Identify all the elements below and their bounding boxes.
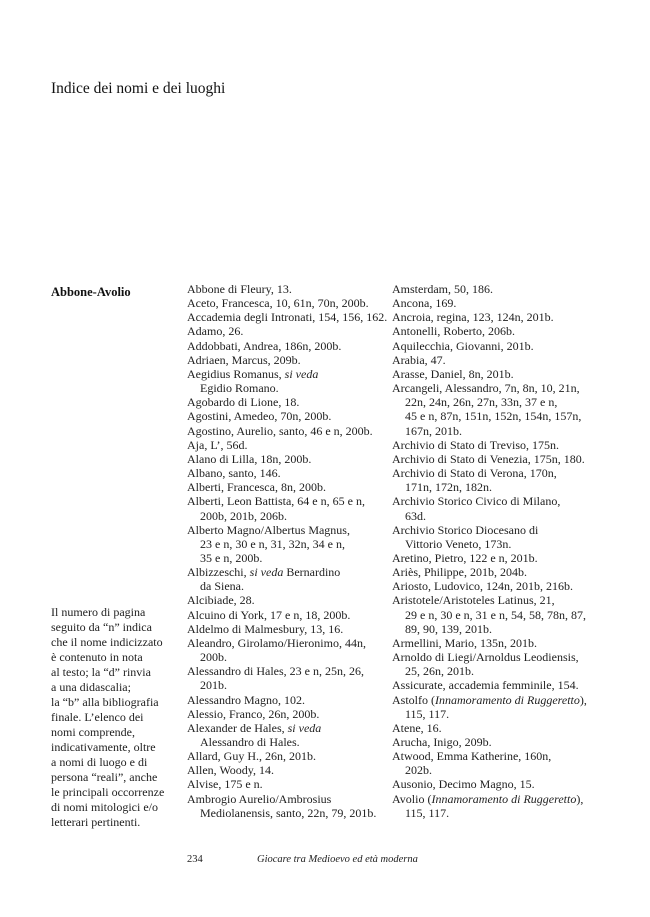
index-column-left bbox=[187, 282, 388, 820]
entry-text: Adamo, 26. bbox=[187, 324, 244, 339]
note-line: che il nome indicizzato bbox=[51, 635, 163, 649]
note-line: la “b” alla bibliografia bbox=[51, 695, 159, 709]
entry-text: Avolio ( bbox=[392, 791, 432, 806]
note-line: persona “reali”, anche bbox=[51, 770, 158, 784]
index-entry bbox=[187, 409, 379, 423]
index-entry bbox=[392, 353, 597, 367]
entry-continuation: da Siena. bbox=[200, 579, 244, 594]
entry-text: Arucha, Inigo, 209b. bbox=[392, 735, 492, 749]
index-entry bbox=[187, 707, 379, 721]
index-entry bbox=[187, 693, 379, 707]
entry-text: Alcibiade, 28. bbox=[187, 593, 255, 608]
page-number: 234 bbox=[187, 854, 203, 865]
entry-text: Alano di Lilla, 18n, 200b. bbox=[187, 451, 312, 466]
entry-text: Atene, 16. bbox=[392, 720, 442, 735]
entry-text: Aretino, Pietro, 122 e n, 201b. bbox=[392, 550, 538, 565]
entry-text: Albano, santo, 146. bbox=[187, 466, 281, 481]
entry-text: Aleandro, Girolamo/Hieronimo, 44n, bbox=[187, 635, 366, 650]
entry-text: Arasse, Daniel, 8n, 201b. bbox=[392, 366, 514, 381]
index-entry bbox=[392, 636, 597, 650]
index-entry bbox=[392, 749, 597, 777]
entry-text: Agobardo di Lione, 18. bbox=[187, 395, 300, 410]
entry-continuation: 201b. bbox=[200, 678, 227, 693]
note-line: finale. L’elenco dei bbox=[51, 710, 144, 724]
entry-text: Arnoldo di Liegi/Arnoldus Leodiensis, bbox=[392, 650, 579, 665]
entry-cross-reference: si veda bbox=[284, 366, 319, 381]
entry-text: Alessio, Franco, 26n, 200b. bbox=[187, 706, 320, 721]
index-entry bbox=[392, 565, 597, 579]
entry-text: Albizzeschi, bbox=[187, 565, 250, 580]
entry-cross-reference: Innamoramento di Ruggeretto bbox=[435, 692, 580, 707]
note-line: seguito da “n” indica bbox=[51, 620, 152, 634]
index-entry bbox=[392, 735, 597, 749]
index-entry bbox=[187, 749, 379, 763]
entry-text: Aja, L’, 56d. bbox=[187, 437, 248, 452]
entry-text: Amsterdam, 50, 186. bbox=[392, 282, 493, 296]
entry-continuation: 202b. bbox=[405, 763, 432, 778]
entry-text: Allen, Woody, 14. bbox=[187, 763, 275, 778]
page-title: Indice dei nomi e dei luoghi bbox=[51, 80, 226, 97]
entry-text: Aceto, Francesca, 10, 61n, 70n, 200b. bbox=[187, 296, 369, 311]
index-entry bbox=[187, 296, 379, 310]
entry-text: Archivio Storico Civico di Milano, bbox=[392, 494, 561, 509]
index-entry bbox=[187, 792, 379, 820]
entry-continuation: 29 e n, 30 e n, 31 e n, 54, 58, 78n, 87, bbox=[405, 607, 586, 622]
note-line: di nomi mitologici e/o bbox=[51, 800, 158, 814]
entry-text: Adriaen, Marcus, 209b. bbox=[187, 352, 301, 367]
index-entry bbox=[392, 310, 597, 324]
index-entry bbox=[187, 565, 379, 593]
entry-cross-reference: Innamoramento di Ruggeretto bbox=[431, 791, 577, 806]
index-entry bbox=[392, 282, 597, 296]
index-entry bbox=[187, 367, 379, 395]
entry-continuation: Egidio Romano. bbox=[200, 381, 279, 396]
index-entry bbox=[187, 763, 379, 777]
entry-text: Alvise, 175 e n. bbox=[187, 777, 263, 792]
entry-continuation: 25, 26n, 201b. bbox=[405, 664, 474, 679]
entry-text-after: ), bbox=[576, 791, 584, 806]
index-entry bbox=[187, 636, 379, 664]
index-entry bbox=[187, 523, 379, 565]
entry-text: Arcangeli, Alessandro, 7n, 8n, 10, 21n, bbox=[392, 381, 580, 396]
index-entry bbox=[187, 480, 379, 494]
index-entry bbox=[392, 593, 597, 635]
entry-text: Ambrogio Aurelio/Ambrosius bbox=[187, 791, 332, 806]
entry-text: Agostini, Amedeo, 70n, 200b. bbox=[187, 409, 332, 424]
index-range-heading: Abbone-Avolio bbox=[51, 285, 131, 299]
note-line: a una didascalia; bbox=[51, 680, 131, 694]
entry-text: Archivio di Stato di Verona, 170n, bbox=[392, 466, 557, 481]
entry-text-after: Bernardino bbox=[283, 565, 341, 580]
index-entry bbox=[187, 424, 379, 438]
entry-text-after: ), bbox=[579, 692, 587, 707]
index-entry bbox=[392, 579, 597, 593]
index-entry bbox=[187, 664, 379, 692]
entry-text: Assicurate, accademia femminile, 154. bbox=[392, 678, 579, 693]
entry-text: Armellini, Mario, 135n, 201b. bbox=[392, 635, 537, 650]
note-line: indicativamente, oltre bbox=[51, 740, 156, 754]
entry-text: Arabia, 47. bbox=[392, 352, 446, 367]
entry-text: Ausonio, Decimo Magno, 15. bbox=[392, 777, 535, 792]
entry-continuation: 167n, 201b. bbox=[405, 423, 462, 438]
entry-text: Agostino, Aurelio, santo, 46 e n, 200b. bbox=[187, 423, 373, 438]
index-entry bbox=[392, 693, 597, 721]
entry-text: Alberti, Leon Battista, 64 e n, 65 e n, bbox=[187, 494, 365, 509]
index-entry bbox=[187, 353, 379, 367]
index-entry bbox=[187, 721, 379, 749]
entry-text: Accademia degli Intronati, 154, 156, 162. bbox=[187, 310, 388, 325]
index-entry bbox=[392, 324, 597, 338]
index-entry bbox=[187, 593, 379, 607]
index-entry bbox=[187, 608, 379, 622]
index-entry bbox=[187, 395, 379, 409]
index-entry bbox=[187, 310, 388, 325]
note-line: le principali occorrenze bbox=[51, 785, 165, 799]
entry-continuation: 200b. bbox=[200, 650, 227, 665]
entry-text: Aquilecchia, Giovanni, 201b. bbox=[392, 338, 534, 353]
entry-text: Allard, Guy H., 26n, 201b. bbox=[187, 749, 316, 764]
entry-text: Alcuino di York, 17 e n, 18, 200b. bbox=[187, 607, 351, 622]
index-column-right bbox=[392, 282, 597, 820]
entry-continuation: 23 e n, 30 e n, 31, 32n, 34 e n, bbox=[200, 536, 345, 551]
index-entry bbox=[187, 282, 379, 296]
entry-continuation: 63d. bbox=[405, 508, 426, 523]
index-entry bbox=[392, 721, 597, 735]
index-entry bbox=[392, 777, 597, 791]
note-line: Il numero di pagina bbox=[51, 605, 146, 619]
entry-continuation: 45 e n, 87n, 151n, 152n, 154n, 157n, bbox=[405, 409, 582, 424]
entry-text: Addobbati, Andrea, 186n, 200b. bbox=[187, 338, 342, 353]
entry-text: Alberti, Francesca, 8n, 200b. bbox=[187, 480, 326, 495]
entry-continuation: Alessandro di Hales. bbox=[200, 735, 300, 749]
entry-text: Alberto Magno/Albertus Magnus, bbox=[187, 522, 350, 537]
index-entry bbox=[187, 622, 379, 636]
entry-continuation: 200b, 201b, 206b. bbox=[200, 508, 287, 523]
entry-text: Ariosto, Ludovico, 124n, 201b, 216b. bbox=[392, 579, 573, 594]
entry-cross-reference: si veda bbox=[287, 720, 322, 735]
index-entry bbox=[392, 792, 597, 820]
index-entry bbox=[392, 381, 597, 438]
index-entry bbox=[392, 367, 597, 381]
entry-text: Alessandro di Hales, 23 e n, 25n, 26, bbox=[187, 664, 364, 679]
index-entry bbox=[187, 452, 379, 466]
entry-continuation: 35 e n, 200b. bbox=[200, 550, 263, 565]
entry-continuation: Mediolanensis, santo, 22n, 79, 201b. bbox=[200, 805, 377, 820]
note-line: letterari pertinenti. bbox=[51, 815, 141, 829]
entry-text: Antonelli, Roberto, 206b. bbox=[392, 324, 515, 339]
index-entry bbox=[187, 324, 379, 338]
index-entry bbox=[392, 452, 597, 466]
index-entry bbox=[392, 494, 597, 522]
index-entry bbox=[392, 339, 597, 353]
index-entry bbox=[392, 551, 597, 565]
entry-continuation: 171n, 172n, 182n. bbox=[405, 480, 492, 495]
entry-text: Astolfo ( bbox=[392, 692, 435, 707]
note-line: è contenuto in nota bbox=[51, 650, 143, 664]
entry-text: Alexander de Hales, bbox=[187, 720, 288, 735]
entry-text: Ancroia, regina, 123, 124n, 201b. bbox=[392, 310, 554, 325]
entry-text: Ariès, Philippe, 201b, 204b. bbox=[392, 565, 527, 580]
index-entry bbox=[392, 678, 597, 692]
entry-text: Atwood, Emma Katherine, 160n, bbox=[392, 749, 552, 764]
note-line: al testo; la “d” rinvia bbox=[51, 665, 151, 679]
index-entry bbox=[392, 523, 597, 551]
entry-text: Archivio Storico Diocesano di bbox=[392, 522, 539, 537]
entry-text: Alessandro Magno, 102. bbox=[187, 692, 305, 707]
index-entry bbox=[187, 494, 379, 522]
index-entry bbox=[187, 438, 379, 452]
entry-continuation: Vittorio Veneto, 173n. bbox=[405, 536, 512, 551]
entry-text: Aristotele/Aristoteles Latinus, 21, bbox=[392, 593, 555, 608]
entry-text: Archivio di Stato di Treviso, 175n. bbox=[392, 437, 560, 452]
entry-text: Ancona, 169. bbox=[392, 296, 457, 311]
note-line: nomi comprende, bbox=[51, 725, 135, 739]
index-entry bbox=[392, 650, 597, 678]
entry-continuation: 89, 90, 139, 201b. bbox=[405, 621, 492, 636]
entry-continuation: 22n, 24n, 26n, 27n, 33n, 37 e n, bbox=[405, 395, 558, 410]
index-entry bbox=[392, 466, 597, 494]
index-explanatory-note bbox=[51, 605, 179, 830]
entry-text: Aldelmo di Malmesbury, 13, 16. bbox=[187, 621, 344, 636]
index-entry bbox=[187, 466, 379, 480]
entry-text: Abbone di Fleury, 13. bbox=[187, 282, 292, 296]
entry-text: Archivio di Stato di Venezia, 175n, 180. bbox=[392, 451, 585, 466]
index-entry bbox=[187, 777, 379, 791]
entry-cross-reference: si veda bbox=[249, 565, 284, 580]
running-footer-title: Giocare tra Medioevo ed età moderna bbox=[257, 854, 418, 865]
index-entry bbox=[392, 438, 597, 452]
note-line: a nomi di luogo e di bbox=[51, 755, 148, 769]
index-entry bbox=[392, 296, 597, 310]
index-entry bbox=[187, 339, 379, 353]
entry-text: Aegidius Romanus, bbox=[187, 366, 285, 381]
entry-continuation: 115, 117. bbox=[405, 706, 450, 721]
entry-continuation: 115, 117. bbox=[405, 805, 450, 820]
